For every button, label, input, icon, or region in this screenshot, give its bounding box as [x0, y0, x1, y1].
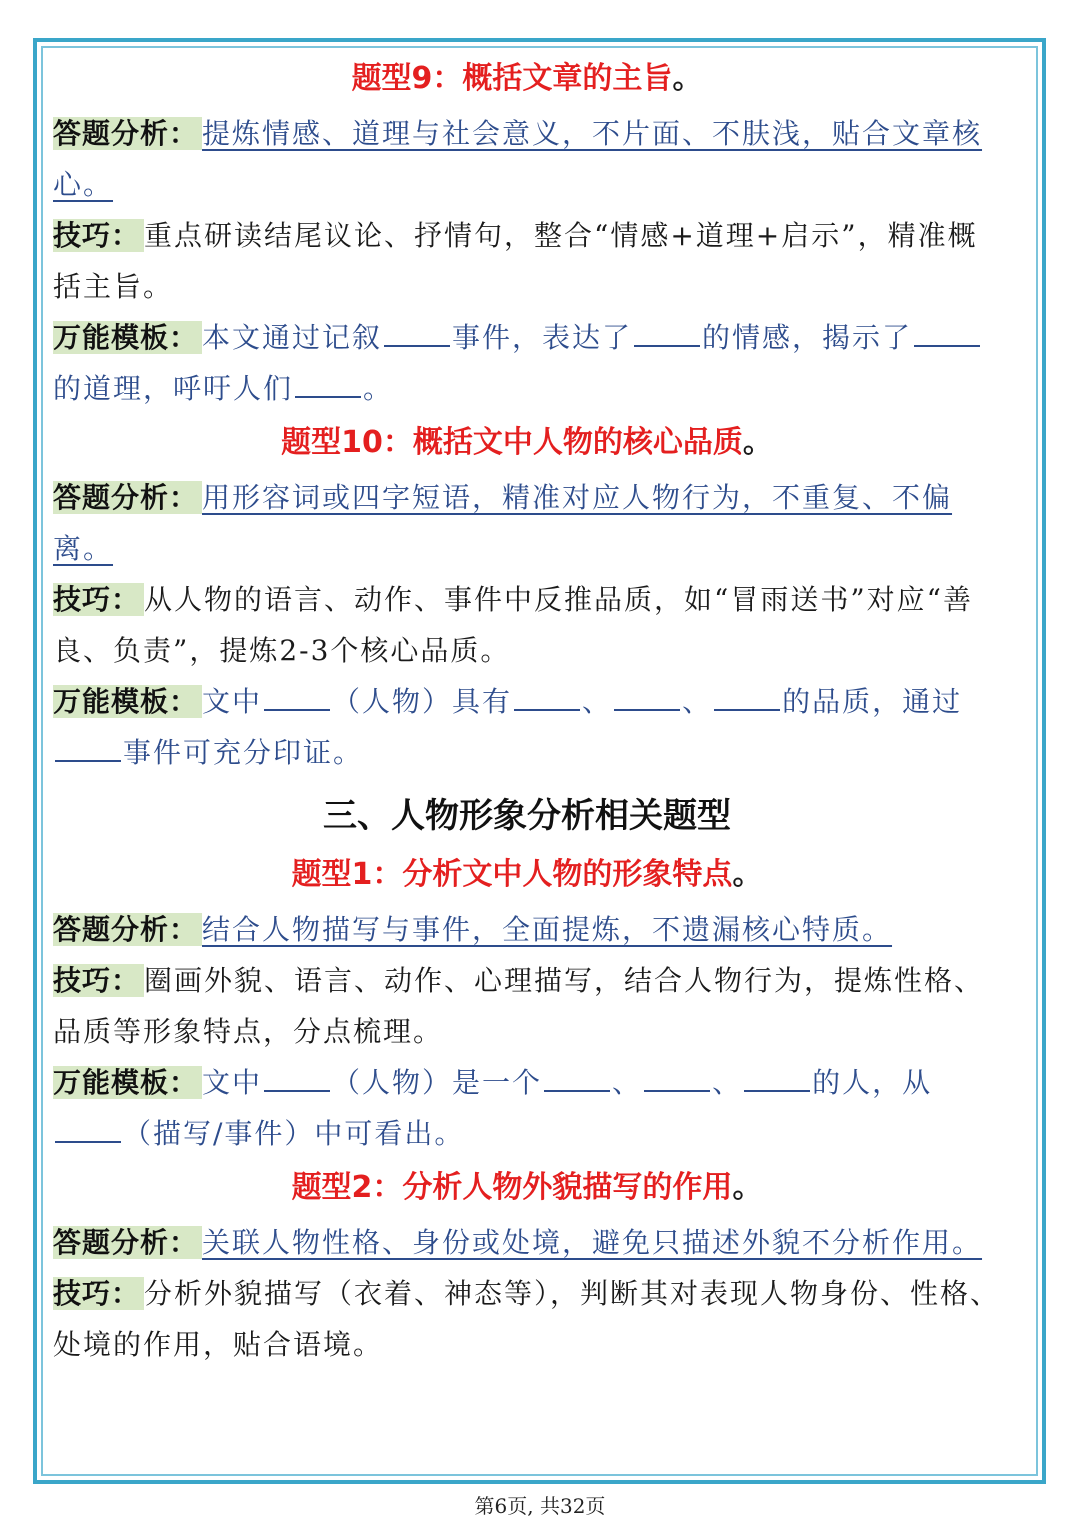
fill-blank	[55, 730, 121, 762]
fill-blank	[914, 315, 980, 347]
fill-blank	[714, 679, 780, 711]
tip-paragraph	[53, 1268, 1001, 1370]
tip-text: 分析外貌描写（衣着、神态等），判断其对表现人物身份、性格、处境的作用，贴合语境。	[53, 1277, 1001, 1361]
tip-text: 重点研读结尾议论、抒情句，整合“情感+道理+启示”，精准概括主旨。	[53, 219, 978, 303]
page-footer: 第6页, 共32页	[474, 1494, 606, 1518]
fill-blank	[514, 679, 580, 711]
fill-blank	[295, 366, 361, 398]
fill-blank	[544, 1060, 610, 1092]
fill-blank	[744, 1060, 810, 1092]
fill-blank	[384, 315, 450, 347]
tip-label: 技巧：	[53, 583, 144, 616]
analysis-paragraph	[53, 1217, 1001, 1268]
analysis-label: 答题分析：	[53, 913, 202, 946]
tip-paragraph	[53, 210, 1001, 312]
question-type-title: 题型1：分析文中人物的形象特点。	[291, 857, 763, 892]
analysis-text: 用形容词或四字短语，精准对应人物行为，不重复、不偏离。	[53, 481, 953, 565]
template-paragraph: 万能模板： 本文通过记叙 事件，表达了 的情感，揭示了的道理，呼吁人们 。	[53, 312, 1001, 414]
fill-blank	[55, 1111, 121, 1143]
tip-paragraph	[53, 574, 1001, 676]
fill-blank	[614, 679, 680, 711]
fill-blank	[264, 1060, 330, 1092]
tip-text: 圈画外貌、语言、动作、心理描写，结合人物行为，提炼性格、品质等形象特点，分点梳理。	[53, 964, 985, 1048]
template-paragraph: 万能模板： 文中 （人物）具有 、 、 的品质，通过事件可充分印证。	[53, 676, 1001, 778]
template-paragraph: 万能模板： 文中 （人物）是一个 、 、 的人，从（描写/事件）中可看出。	[53, 1057, 1001, 1159]
fill-blank	[264, 679, 330, 711]
analysis-paragraph	[53, 904, 1001, 955]
analysis-label: 答题分析：	[53, 117, 202, 150]
template-label: 万能模板：	[53, 321, 202, 354]
tip-text: 从人物的语言、动作、事件中反推品质，如“冒雨送书”对应“善良、负责”，提炼2-3个核心品质。	[53, 583, 973, 667]
fill-blank	[634, 315, 700, 347]
analysis-paragraph	[53, 472, 1001, 574]
analysis-paragraph	[53, 108, 1001, 210]
analysis-label: 答题分析：	[53, 1226, 202, 1259]
section-heading: 三、人物形象分析相关题型	[323, 796, 731, 836]
analysis-text: 提炼情感、道理与社会意义，不片面、不肤浅，贴合文章核心。	[53, 117, 983, 201]
question-type-title: 题型2：分析人物外貌描写的作用。	[291, 1170, 763, 1205]
analysis-label: 答题分析：	[53, 481, 202, 514]
question-type-title: 题型10：概括文中人物的核心品质。	[281, 425, 773, 460]
question-type-title: 题型9：概括文章的主旨。	[351, 61, 703, 96]
tip-label: 技巧：	[53, 219, 144, 252]
tip-paragraph	[53, 955, 1001, 1057]
template-label: 万能模板：	[53, 685, 202, 718]
template-label: 万能模板：	[53, 1066, 202, 1099]
fill-blank	[644, 1060, 710, 1092]
analysis-text: 关联人物性格、身份或处境，避免只描述外貌不分析作用。	[202, 1226, 983, 1259]
document-content	[53, 50, 1001, 1370]
analysis-text: 结合人物描写与事件，全面提炼，不遗漏核心特质。	[202, 913, 893, 946]
tip-label: 技巧：	[53, 964, 144, 997]
tip-label: 技巧：	[53, 1277, 144, 1310]
